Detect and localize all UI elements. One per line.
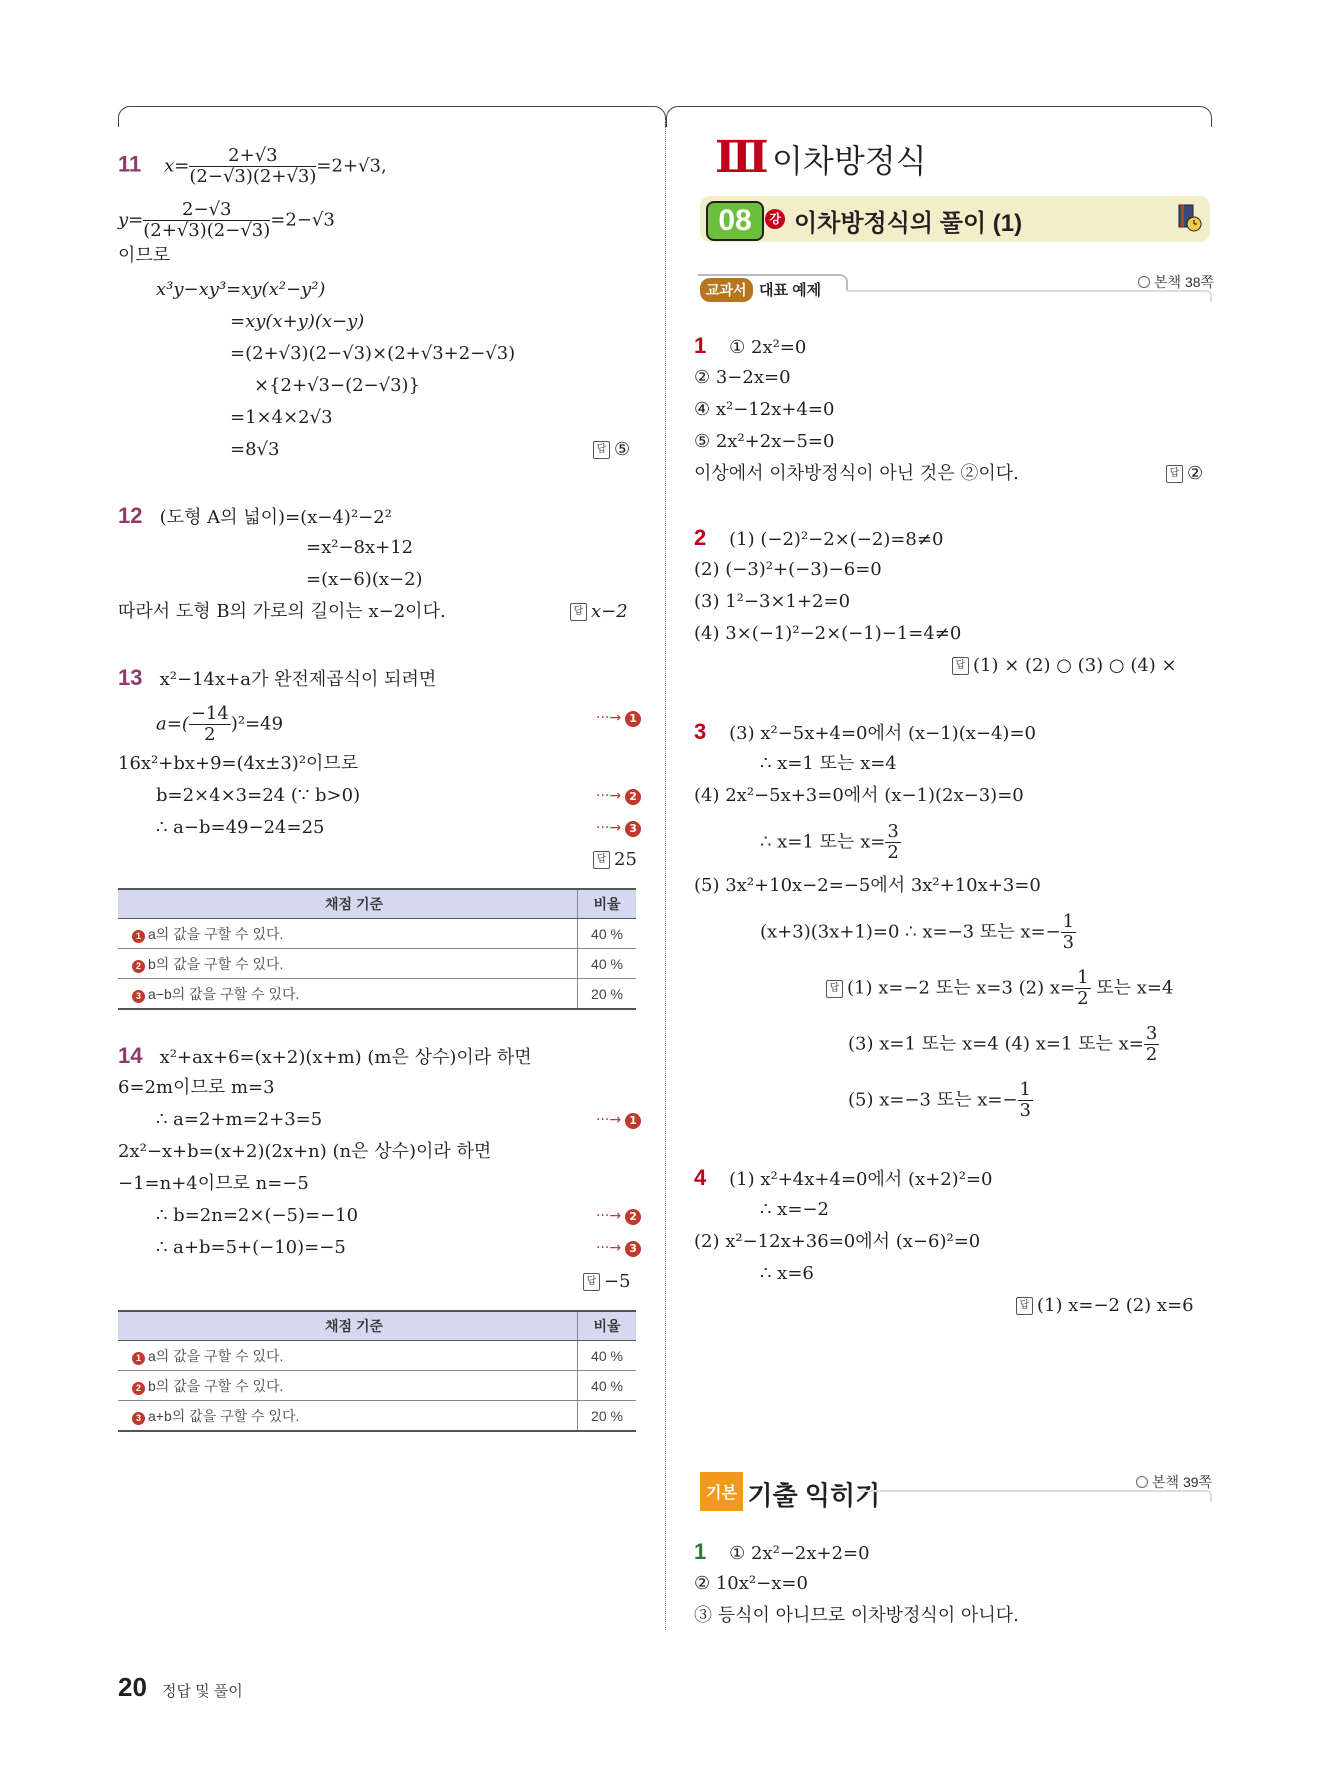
q14-line5: −1=n+4이므로 n=−5 [118, 1173, 309, 1194]
left-column-frame [118, 106, 666, 127]
circle-icon [1136, 1476, 1148, 1488]
q13-fraction: $\frac{-14}{2}$ [190, 703, 229, 745]
p1-line4: ⑤ 2x²+2x−5=0 [694, 431, 835, 452]
q11-line9: =8√3 [230, 439, 280, 460]
book-clock-icon [1178, 204, 1202, 232]
q14-criteria-table [118, 1310, 636, 1432]
p3-line3: (4) 2x²−5x+3=0에서 (x−1)(2x−3)=0 [694, 785, 1024, 806]
p2-number: 2 [694, 525, 707, 550]
q12-line3: =(x−6)(x−2) [306, 569, 423, 590]
footer-label: 정답 및 풀이 [162, 1683, 243, 1700]
q14-line7: ∴ a+b=5+(−10)=−5 [156, 1237, 346, 1258]
right-column-frame [666, 106, 1212, 127]
textbook-badge: 교과서 [700, 278, 753, 302]
q11-line7: ×{2+√3−(2−√3)} [254, 375, 421, 396]
p3-number: 3 [694, 719, 707, 744]
q13-line3: 16x²+bx+9=(4x±3)²이므로 [118, 753, 359, 774]
table-row: 2 b의 값을 구할 수 있다. 40 % [118, 949, 636, 979]
p3-line2: ∴ x=1 또는 x=4 [760, 753, 897, 774]
q14-line1: 14 x²+ax+6=(x+2)(x+m) (m은 상수)이라 하면 [118, 1043, 532, 1068]
q13-line1: 13 x²−14x+a가 완전제곱식이 되려면 [118, 665, 437, 690]
circle-icon [1138, 276, 1150, 288]
q14-line2: 6=2m이므로 m=3 [118, 1077, 275, 1098]
q11-answer: 답 ⑤ [593, 438, 630, 462]
q11-line5: =xy(x+y)(x−y) [230, 311, 365, 332]
textbook-label: 대표 예제 [759, 282, 822, 299]
q12-answer: 답 x−2 [570, 600, 628, 624]
q13-line4: b=2×4×3=24 (∵ b>0) [156, 785, 361, 806]
b1-line1: 1 ① 2x²−2x+2=0 [694, 1539, 870, 1564]
p3-line5: (5) 3x²+10x−2=−5에서 3x²+10x+3=0 [694, 875, 1041, 896]
lesson-number: 08 [706, 201, 764, 241]
q13-line2: a=( $\frac{-14}{2}$ )²=49 [156, 703, 284, 745]
q14-line4: 2x²−x+b=(x+2)(2x+n) (n은 상수)이라 하면 [118, 1141, 492, 1162]
b1-number: 1 [694, 1539, 707, 1564]
p3-line6: (x+3)(3x+1)=0 ∴ x=−3 또는 x=− $\frac{1}{3}$ [760, 911, 1075, 953]
q11-fraction-x: $\frac{2+√3}{(2-√3)(2+√3)}$ [189, 145, 317, 187]
p4-number: 4 [694, 1165, 707, 1190]
q13-step2-marker: ···→ 2 [596, 788, 641, 805]
p1-answer: 답 ② [1166, 462, 1203, 486]
p3-line1: 3 (3) x²−5x+4=0에서 (x−1)(x−4)=0 [694, 719, 1036, 744]
p4-line4: ∴ x=6 [760, 1263, 814, 1284]
table-row: 3 a−b의 값을 구할 수 있다. 20 % [118, 979, 636, 1010]
p4-line2: ∴ x=−2 [760, 1199, 829, 1220]
q12-number: 12 [118, 503, 143, 528]
q13-answer: 답 25 [593, 848, 637, 872]
ratio-header: 비율 [578, 889, 637, 919]
q11-line4: x³y−xy³=xy(x²−y²) [156, 279, 326, 300]
page-number: 20 [118, 1672, 147, 1702]
basic-section-tab [700, 1472, 880, 1512]
q14-step3-marker: ···→ 3 [596, 1240, 641, 1257]
p3-answer-2: (3) x=1 또는 x=4 (4) x=1 또는 x= $\frac{3}{2}$ [848, 1023, 1158, 1065]
q11-line2: y= $\frac{2-√3}{(2+√3)(2-√3)}$ =2−√3 [118, 199, 335, 241]
basic-page-ref: 본책 39쪽 [1136, 1472, 1212, 1492]
q13-step1-marker: ···→ 1 [596, 710, 641, 727]
q14-number: 14 [118, 1043, 143, 1068]
chapter-title: 이차방정식 [772, 143, 927, 179]
p2-line2: (2) (−3)²+(−3)−6=0 [694, 559, 882, 580]
p3-answer-fraction-2: $\frac{3}{2}$ [1145, 1023, 1158, 1065]
q11-line1: 11 x= $\frac{2+√3}{(2-√3)(2+√3)}$ =2+√3, [118, 145, 387, 187]
q12-line4: 따라서 도형 B의 가로의 길이는 x−2이다. [118, 601, 446, 622]
p1-number: 1 [694, 333, 707, 358]
p4-line1: 4 (1) x²+4x+4=0에서 (x+2)²=0 [694, 1165, 993, 1190]
ratio-header: 비율 [578, 1311, 637, 1341]
textbook-page-ref: 본책 38쪽 [1138, 272, 1214, 292]
p3-answer-fraction-3: $\frac{1}{3}$ [1019, 1079, 1031, 1121]
q14-step2-marker: ···→ 2 [596, 1208, 641, 1225]
p3-answer-1: 답 (1) x=−2 또는 x=3 (2) x= $\frac{1}{2}$ 또는 x=4 [826, 968, 1173, 1009]
answer-icon: 답 [1166, 465, 1183, 483]
q14-step1-marker: ···→ 1 [596, 1112, 641, 1129]
p1-line5: 이상에서 이차방정식이 아닌 것은 ②이다. [694, 463, 1019, 484]
q14-line3: ∴ a=2+m=2+3=5 [156, 1109, 323, 1130]
q14-line6: ∴ b=2n=2×(−5)=−10 [156, 1205, 359, 1226]
p3-line4: ∴ x=1 또는 x= $\frac{3}{2}$ [760, 821, 899, 863]
p2-answer: 답 (1) × (2) ○ (3) ○ (4) × [952, 654, 1177, 678]
p2-line4: (4) 3×(−1)²−2×(−1)−1=4≠0 [694, 623, 962, 644]
b1-line3: ③ 등식이 아니므로 이차방정식이 아니다. [694, 1605, 1019, 1626]
q11-line3: 이므로 [118, 245, 171, 266]
p3-answer-fraction-1: $\frac{1}{2}$ [1077, 967, 1089, 1009]
p1-line1: 1 ① 2x²=0 [694, 333, 807, 358]
q11-line6: =(2+√3)(2−√3)×(2+√3+2−√3) [230, 343, 516, 364]
p3-answer-3: (5) x=−3 또는 x=− $\frac{1}{3}$ [848, 1079, 1031, 1121]
p2-line1: 2 (1) (−2)²−2×(−2)=8≠0 [694, 525, 944, 550]
lesson-title: 이차방정식의 풀이 (1) [794, 210, 1023, 237]
q12-line1: 12 (도형 A의 넓이)=(x−4)²−2² [118, 503, 392, 528]
q12-line2: =x²−8x+12 [306, 537, 414, 558]
q13-step3-marker: ···→ 3 [596, 820, 641, 837]
q11-number: 11 [118, 151, 142, 177]
p2-line3: (3) 1²−3×1+2=0 [694, 591, 851, 612]
q14-answer: 답 −5 [583, 1270, 631, 1294]
answer-icon: 답 [826, 980, 843, 998]
table-row: 3 a+b의 값을 구할 수 있다. 20 % [118, 1401, 636, 1432]
answer-icon: 답 [583, 1273, 600, 1291]
q11-fraction-y: $\frac{2-√3}{(2+√3)(2-√3)}$ [143, 199, 271, 241]
b1-line2: ② 10x²−x=0 [694, 1573, 808, 1594]
answer-icon: 답 [952, 657, 969, 675]
p4-line3: (2) x²−12x+36=0에서 (x−6)²=0 [694, 1231, 981, 1252]
table-row: 1 a의 값을 구할 수 있다. 40 % [118, 919, 636, 949]
q11-line8: =1×4×2√3 [230, 407, 333, 428]
p3-fraction-a: $\frac{3}{2}$ [887, 821, 899, 863]
lesson-gang-badge: 강 [765, 209, 785, 229]
p3-fraction-b: $\frac{1}{3}$ [1062, 911, 1075, 953]
table-row: 1 a의 값을 구할 수 있다. 40 % [118, 1341, 636, 1371]
q13-line5: ∴ a−b=49−24=25 [156, 817, 325, 838]
answer-icon: 답 [593, 441, 610, 459]
criteria-header: 채점 기준 [118, 889, 578, 919]
answer-icon: 답 [593, 851, 610, 869]
chapter-number: Ⅲ [715, 132, 767, 183]
basic-label: 기출 익히기 [747, 1480, 881, 1511]
answer-icon: 답 [570, 603, 587, 621]
column-divider [665, 120, 666, 1630]
p4-answer: 답 (1) x=−2 (2) x=6 [1016, 1294, 1194, 1318]
tab-outline [698, 274, 848, 290]
answer-icon: 답 [1016, 1297, 1033, 1315]
basic-badge: 기본 [700, 1472, 743, 1511]
criteria-header: 채점 기준 [118, 1311, 578, 1341]
table-row: 2 b의 값을 구할 수 있다. 40 % [118, 1371, 636, 1401]
q13-criteria-table [118, 888, 636, 1010]
p1-line3: ④ x²−12x+4=0 [694, 399, 835, 420]
q13-number: 13 [118, 665, 143, 690]
p1-line2: ② 3−2x=0 [694, 367, 791, 388]
